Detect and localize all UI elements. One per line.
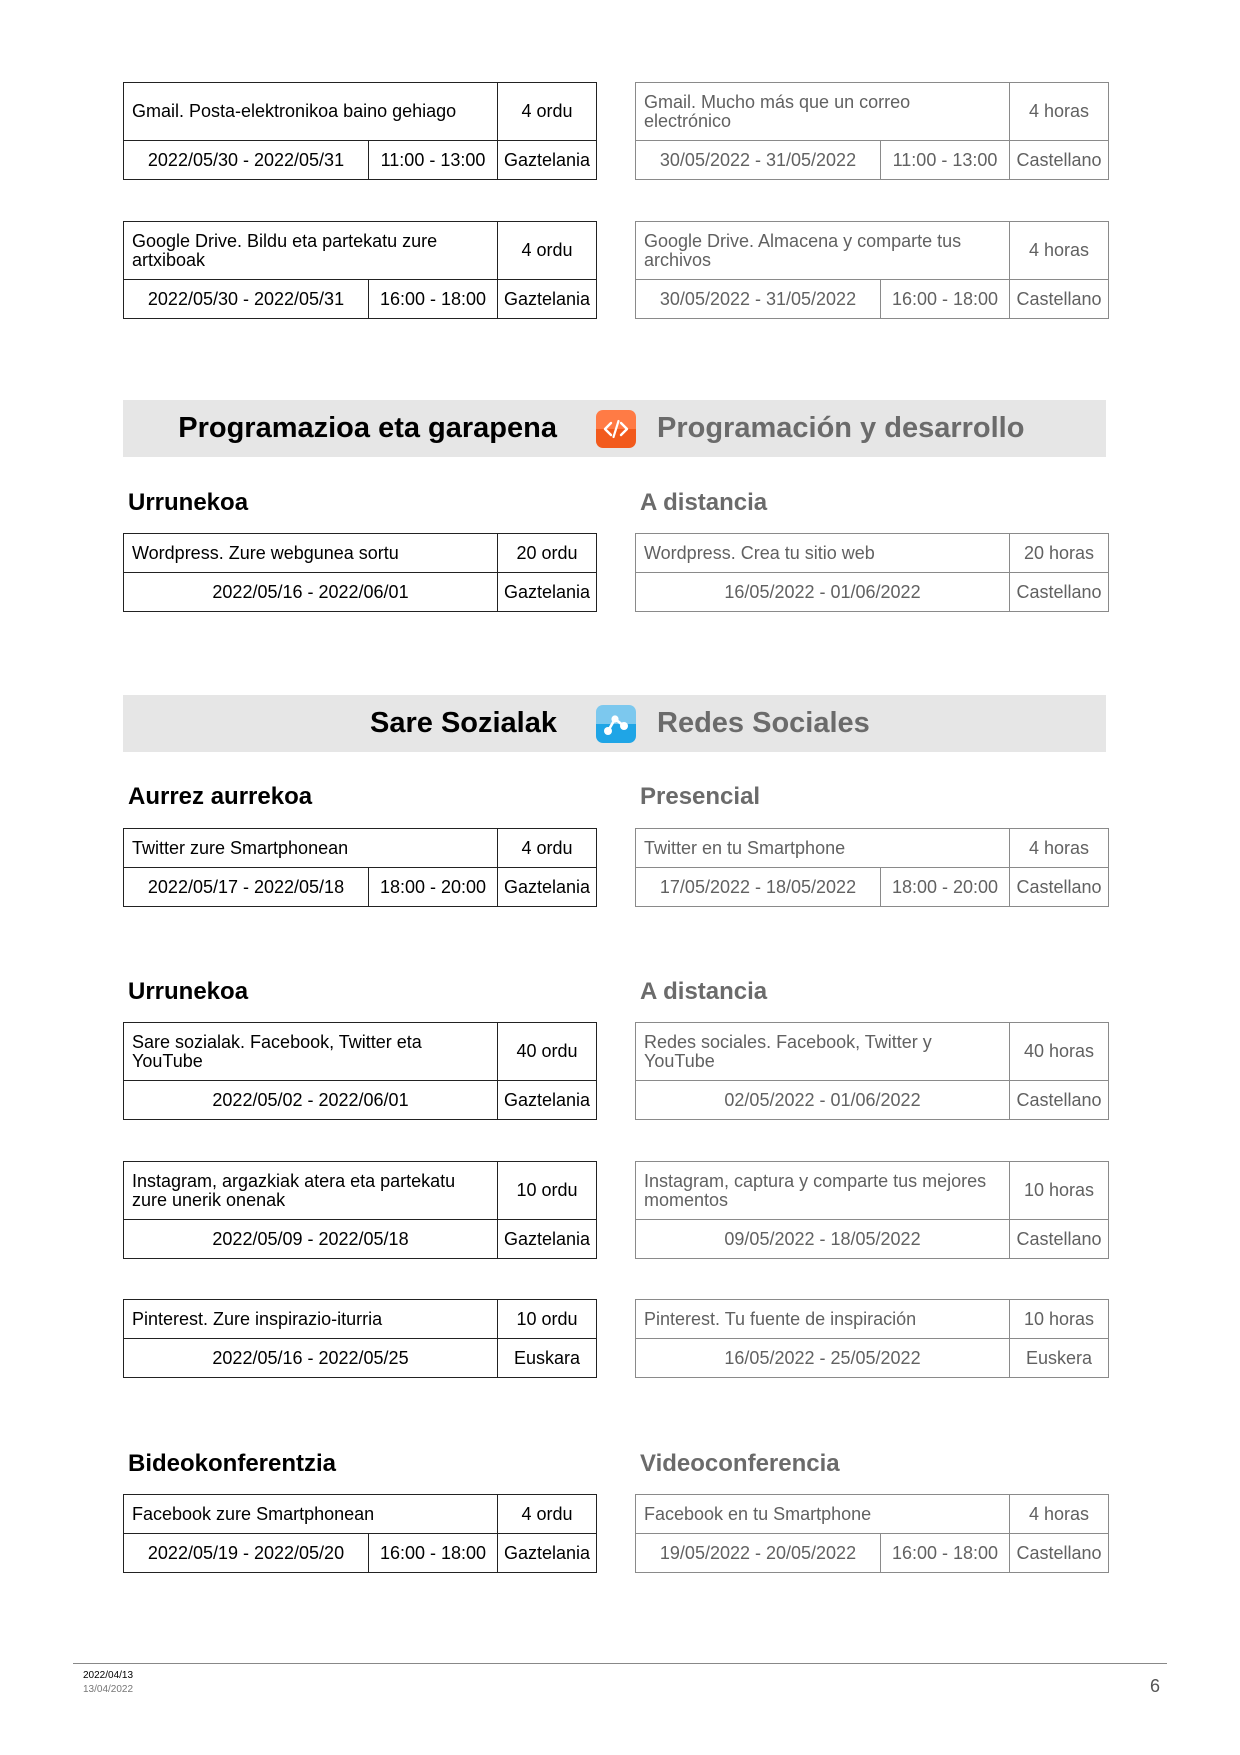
section-header-social <box>123 695 1106 752</box>
course-card-gmail-eu <box>123 82 597 180</box>
course-hours: 20 ordu <box>498 534 597 573</box>
code-icon <box>596 410 636 448</box>
course-language: Gaztelania <box>498 1081 597 1120</box>
course-hours: 10 ordu <box>498 1300 597 1339</box>
course-title: Wordpress. Crea tu sitio web <box>636 534 1010 573</box>
course-hours: 10 horas <box>1010 1162 1109 1220</box>
course-dates: 09/05/2022 - 18/05/2022 <box>636 1220 1010 1259</box>
course-card-social-networks-es <box>635 1022 1109 1120</box>
course-title: Pinterest. Tu fuente de inspiración <box>636 1300 1010 1339</box>
modality-heading-eu: Urrunekoa <box>128 978 249 1005</box>
course-language: Euskara <box>498 1339 597 1378</box>
course-title: Gmail. Posta-elektronikoa baino gehiago <box>124 83 498 141</box>
course-dates: 2022/05/16 - 2022/05/25 <box>124 1339 498 1378</box>
course-dates: 2022/05/30 - 2022/05/31 <box>124 141 369 180</box>
course-hours: 4 ordu <box>498 829 597 868</box>
course-card-wordpress-eu <box>123 533 597 612</box>
course-dates: 17/05/2022 - 18/05/2022 <box>636 868 881 907</box>
course-hours: 4 horas <box>1010 1495 1109 1534</box>
footer-date-eu: 2022/04/13 <box>83 1670 134 1681</box>
course-title: Facebook zure Smartphonean <box>124 1495 498 1534</box>
course-title: Twitter en tu Smartphone <box>636 829 1010 868</box>
course-language: Gaztelania <box>498 573 597 612</box>
modality-heading-es: Presencial <box>640 783 761 810</box>
section-title-eu: Sare Sozialak <box>370 707 557 739</box>
course-hours: 10 ordu <box>498 1162 597 1220</box>
course-dates: 19/05/2022 - 20/05/2022 <box>636 1534 881 1573</box>
footer-divider <box>73 1663 1167 1664</box>
modality-heading-es: A distancia <box>640 489 768 516</box>
course-time: 11:00 - 13:00 <box>881 141 1010 180</box>
section-title-eu: Programazioa eta garapena <box>178 412 557 444</box>
course-dates: 2022/05/09 - 2022/05/18 <box>124 1220 498 1259</box>
share-network-icon <box>596 705 636 743</box>
course-time: 16:00 - 18:00 <box>881 1534 1010 1573</box>
course-hours: 4 ordu <box>498 83 597 141</box>
course-card-twitter-eu <box>123 828 597 907</box>
course-hours: 4 horas <box>1010 83 1109 141</box>
course-dates: 30/05/2022 - 31/05/2022 <box>636 280 881 319</box>
course-card-pinterest-es <box>635 1299 1109 1378</box>
course-dates: 30/05/2022 - 31/05/2022 <box>636 141 881 180</box>
course-time: 18:00 - 20:00 <box>369 868 498 907</box>
course-hours: 40 ordu <box>498 1023 597 1081</box>
course-dates: 16/05/2022 - 25/05/2022 <box>636 1339 1010 1378</box>
modality-heading-eu: Aurrez aurrekoa <box>128 783 313 810</box>
course-card-wordpress-es <box>635 533 1109 612</box>
course-language: Castellano <box>1010 1081 1109 1120</box>
course-language: Euskera <box>1010 1339 1109 1378</box>
course-hours: 20 horas <box>1010 534 1109 573</box>
course-title: Google Drive. Almacena y comparte tus archivos <box>636 222 1010 280</box>
course-title: Twitter zure Smartphonean <box>124 829 498 868</box>
course-title: Instagram, argazkiak atera eta partekatu zure unerik onenak <box>124 1162 498 1220</box>
course-language: Gaztelania <box>498 1534 597 1573</box>
course-time: 16:00 - 18:00 <box>369 280 498 319</box>
course-hours: 4 ordu <box>498 222 597 280</box>
course-title: Wordpress. Zure webgunea sortu <box>124 534 498 573</box>
course-dates: 16/05/2022 - 01/06/2022 <box>636 573 1010 612</box>
course-title: Instagram, captura y comparte tus mejores momentos <box>636 1162 1010 1220</box>
course-language: Gaztelania <box>498 868 597 907</box>
course-dates: 2022/05/16 - 2022/06/01 <box>124 573 498 612</box>
course-title: Redes sociales. Facebook, Twitter y YouTube <box>636 1023 1010 1081</box>
course-dates: 02/05/2022 - 01/06/2022 <box>636 1081 1010 1120</box>
course-title: Gmail. Mucho más que un correo electrónico <box>636 83 1010 141</box>
course-card-facebook-eu <box>123 1494 597 1573</box>
course-dates: 2022/05/30 - 2022/05/31 <box>124 280 369 319</box>
course-card-gmail-es <box>635 82 1109 180</box>
course-title: Sare sozialak. Facebook, Twitter eta YouTube <box>124 1023 498 1081</box>
course-title: Pinterest. Zure inspirazio-iturria <box>124 1300 498 1339</box>
modality-heading-eu: Bideokonferentzia <box>128 1450 337 1477</box>
course-card-instagram-eu <box>123 1161 597 1259</box>
course-title: Facebook en tu Smartphone <box>636 1495 1010 1534</box>
course-language: Castellano <box>1010 573 1109 612</box>
course-language: Castellano <box>1010 280 1109 319</box>
course-card-drive-es <box>635 221 1109 319</box>
course-card-pinterest-eu <box>123 1299 597 1378</box>
course-hours: 40 horas <box>1010 1023 1109 1081</box>
course-dates: 2022/05/19 - 2022/05/20 <box>124 1534 369 1573</box>
course-hours: 4 horas <box>1010 222 1109 280</box>
course-language: Gaztelania <box>498 141 597 180</box>
modality-heading-eu: Urrunekoa <box>128 489 249 516</box>
course-time: 18:00 - 20:00 <box>881 868 1010 907</box>
modality-heading-es: Videoconferencia <box>640 1450 840 1477</box>
footer-date-es: 13/04/2022 <box>83 1684 134 1695</box>
course-dates: 2022/05/02 - 2022/06/01 <box>124 1081 498 1120</box>
course-hours: 4 horas <box>1010 829 1109 868</box>
course-card-twitter-es <box>635 828 1109 907</box>
course-language: Gaztelania <box>498 1220 597 1259</box>
section-header-programming <box>123 400 1106 457</box>
course-title: Google Drive. Bildu eta partekatu zure artxiboak <box>124 222 498 280</box>
course-card-social-networks-eu <box>123 1022 597 1120</box>
section-title-es: Programación y desarrollo <box>657 412 1025 444</box>
course-language: Castellano <box>1010 868 1109 907</box>
course-time: 11:00 - 13:00 <box>369 141 498 180</box>
course-hours: 4 ordu <box>498 1495 597 1534</box>
course-language: Castellano <box>1010 1220 1109 1259</box>
modality-heading-es: A distancia <box>640 978 768 1005</box>
course-time: 16:00 - 18:00 <box>881 280 1010 319</box>
section-title-es: Redes Sociales <box>657 707 870 739</box>
course-language: Castellano <box>1010 141 1109 180</box>
course-language: Gaztelania <box>498 280 597 319</box>
course-time: 16:00 - 18:00 <box>369 1534 498 1573</box>
course-language: Castellano <box>1010 1534 1109 1573</box>
page-number: 6 <box>1150 1676 1161 1696</box>
course-hours: 10 horas <box>1010 1300 1109 1339</box>
course-card-drive-eu <box>123 221 597 319</box>
course-dates: 2022/05/17 - 2022/05/18 <box>124 868 369 907</box>
course-card-instagram-es <box>635 1161 1109 1259</box>
course-card-facebook-es <box>635 1494 1109 1573</box>
